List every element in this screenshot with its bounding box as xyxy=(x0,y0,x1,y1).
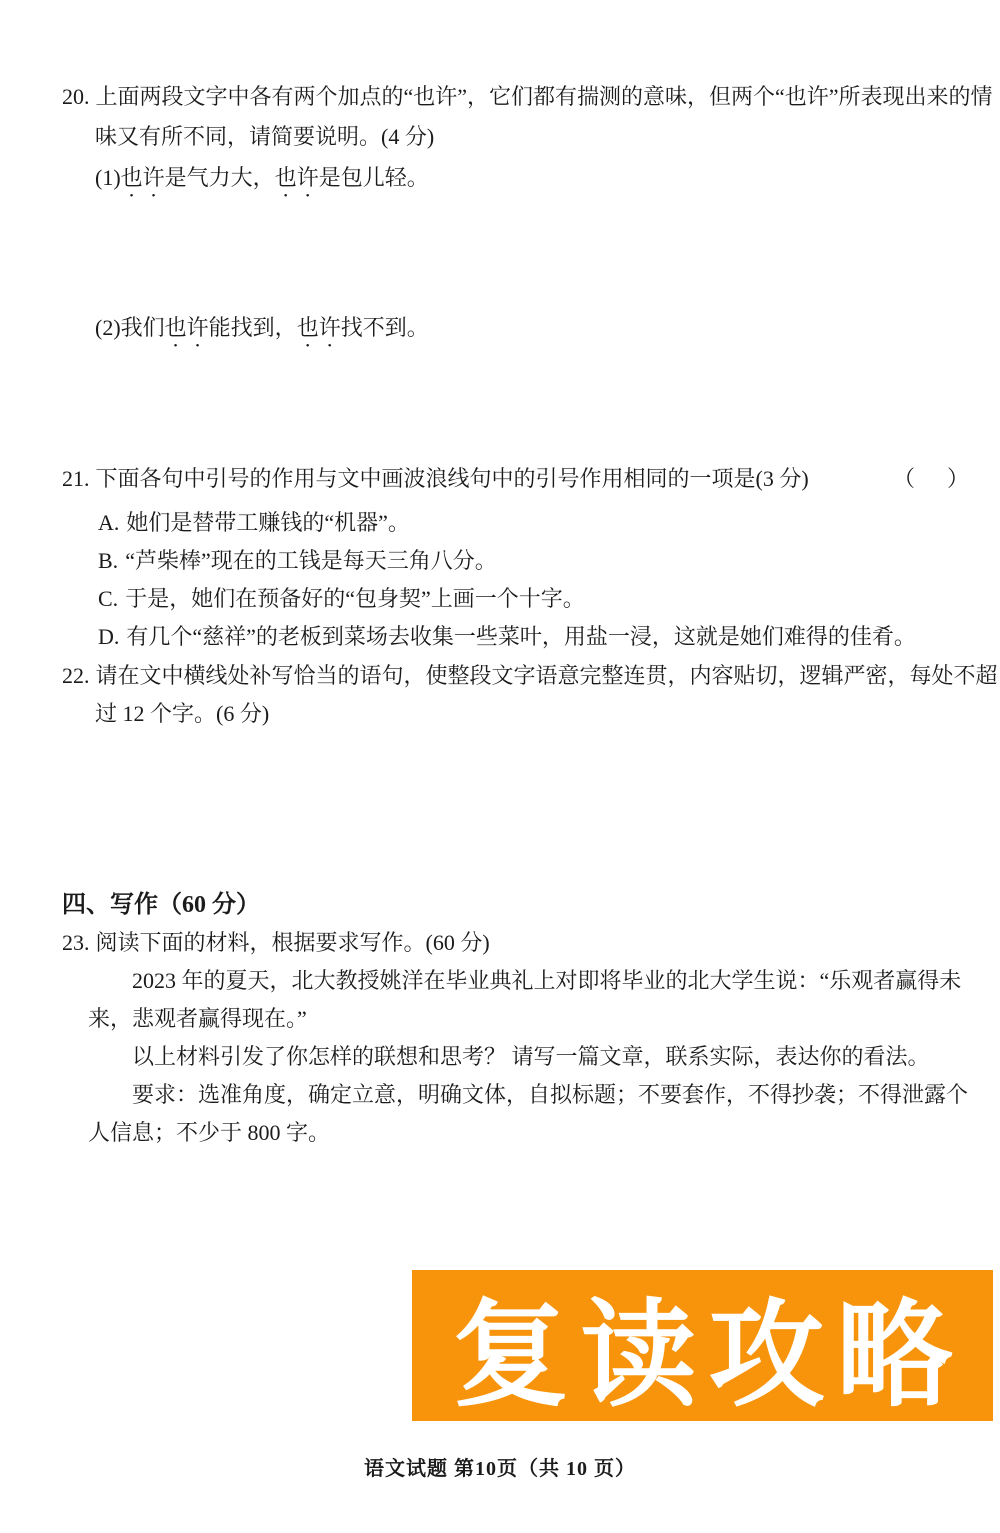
question-21 xyxy=(62,459,905,499)
question-21-option-a xyxy=(98,503,978,543)
section-writing-title: 四、写作（60 分） xyxy=(62,892,260,918)
question-23-stem: 阅读下面的材料，根据要求写作。(60 分) xyxy=(95,930,490,955)
material-paragraph-prompt: 以上材料引发了你怎样的联想和思考？ 请写一篇文章，联系实际，表达你的看法。 xyxy=(132,1044,930,1069)
option-c-text: 于是，她们在预备好的“包身契”上画一个十字。 xyxy=(125,586,585,611)
emphasized-text: 也许 xyxy=(120,165,165,190)
answer-bracket-open: （ xyxy=(893,466,916,491)
emphasized-text: 也许 xyxy=(274,165,319,190)
question-20-sub1: (1)也许是气力大，也许是包儿轻。 xyxy=(95,165,429,190)
emphasized-text: 也许 xyxy=(296,315,341,340)
question-22 xyxy=(62,657,1000,733)
material-paragraph-requirements: 要求：选准角度，确定立意，明确文体，自拟标题；不要套作，不得抄袭；不得泄露个人信息；不少于 800 字。 xyxy=(88,1082,969,1145)
question-20-sub2: (2)我们也许能找到，也许找不到。 xyxy=(95,315,429,340)
answer-brackets xyxy=(893,459,993,499)
option-b-text: “芦柴棒”现在的工钱是每天三角八分。 xyxy=(125,548,497,573)
emphasized-text: 也许 xyxy=(164,315,209,340)
watermark-banner-text: 复读攻略 xyxy=(452,1290,965,1420)
material-paragraph-quote: 2023 年的夏天，北大教授姚洋在毕业典礼上对即将毕业的北大学生说：“乐观者赢得未来，悲观者赢得现在。” xyxy=(88,968,962,1031)
question-20 xyxy=(62,77,1000,157)
question-21-option-d xyxy=(98,617,978,657)
answer-bracket-close: ） xyxy=(947,466,970,491)
option-a-label: A. xyxy=(98,510,120,535)
question-23-material xyxy=(88,962,968,1152)
question-22-stem: 请在文中横线处补写恰当的语句，使整段文字语意完整连贯，内容贴切，逻辑严密，每处不超过 12 个字。(6 分) xyxy=(95,663,998,726)
question-20-number: 20. xyxy=(62,84,90,109)
page-footer: 语文试题 第10页（共 10 页） xyxy=(364,1458,636,1480)
option-d-label: D. xyxy=(98,624,120,649)
option-c-label: C. xyxy=(98,586,119,611)
question-21-stem: 下面各句中引号的作用与文中画波浪线句中的引号作用相同的一项是(3 分) xyxy=(95,466,809,491)
question-22-number: 22. xyxy=(62,663,90,688)
option-b-label: B. xyxy=(98,548,119,573)
question-23-number: 23. xyxy=(62,930,90,955)
option-d-text: 有几个“慈祥”的老板到菜场去收集一些菜叶，用盐一浸，这就是她们难得的佳肴。 xyxy=(126,624,916,649)
option-a-text: 她们是替带工赚钱的“机器”。 xyxy=(126,510,410,535)
question-21-option-b xyxy=(98,541,978,581)
question-21-option-c xyxy=(98,579,978,619)
question-21-number: 21. xyxy=(62,466,90,491)
question-20-stem: 上面两段文字中各有两个加点的“也许”，它们都有揣测的意味，但两个“也许”所表现出来的情味又有所不同，请简要说明。(4 分) xyxy=(95,84,993,149)
question-23 xyxy=(62,923,1000,963)
watermark-banner xyxy=(412,1270,993,1421)
